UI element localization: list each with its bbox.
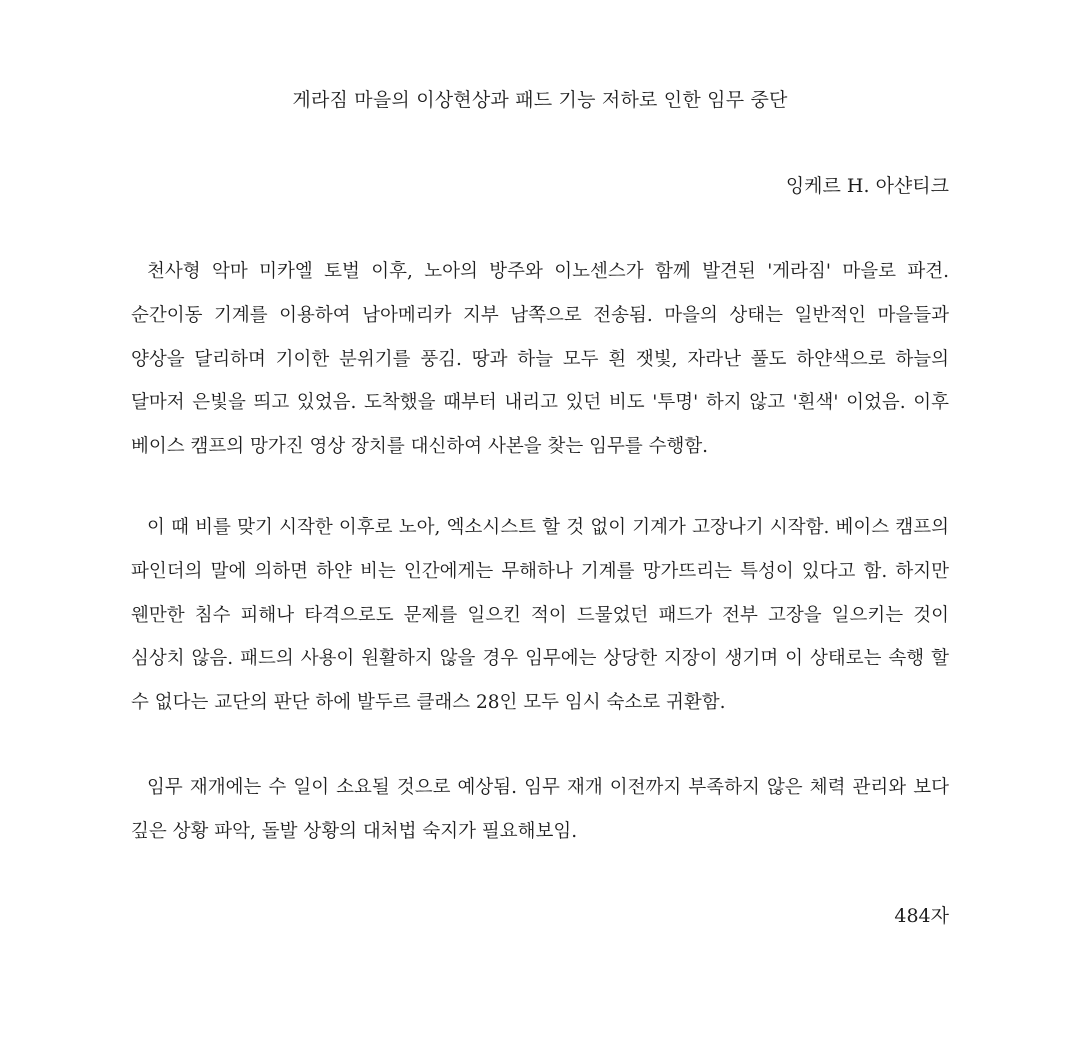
paragraph-2: 이 때 비를 맞기 시작한 이후로 노아, 엑소시스트 할 것 없이 기계가 고장나기 시작함. 베이스 캠프의 파인더의 말에 의하면 하얀 비는 인간에게는 무해하나 기계를 망가뜨리는 특성이 있다고 함. 하지만 웬만한 침수 피해나 타격으로도 문제를 일으킨 적이 드물었던 패드가 전부 고장을 일으키는 것이 심상치 않음. 패드의 사용이 원활하지 않을 경우 임무에는 상당한 지장이 생기며 이 상태로는 속행 할 수 없다는 교단의 판단 하에 발두르 클래스 28인 모두 임시 숙소로 귀환함.: [131, 517, 949, 714]
document-title: 게라짐 마을의 이상현상과 패드 기능 저하로 인한 임무 중단: [292, 89, 788, 111]
author-name: 잉케르 H. 아샨티크: [785, 175, 949, 197]
character-count: 484자: [894, 905, 949, 927]
paragraph-1: 천사형 악마 미카엘 토벌 이후, 노아의 방주와 이노센스가 함께 발견된 '게라짐' 마을로 파견. 순간이동 기계를 이용하여 남아메리카 지부 남쪽으로 전송됨. 마을의 상태는 일반적인 마을들과 양상을 달리하며 기이한 분위기를 풍김. 땅과 하늘 모두 흰 잿빛, 자라난 풀도 하얀색으로 하늘의 달마저 은빛을 띄고 있었음. 도착했을 때부터 내리고 있던 비도 '투명' 하지 않고 '흰색' 이었음. 이후 베이스 캠프의 망가진 영상 장치를 대신하여 사본을 찾는 임무를 수행함.: [131, 261, 949, 458]
paragraph-3: 임무 재개에는 수 일이 소요될 것으로 예상됨. 임무 재개 이전까지 부족하지 않은 체력 관리와 보다 깊은 상황 파악, 돌발 상황의 대처법 숙지가 필요해보임.: [131, 777, 949, 842]
